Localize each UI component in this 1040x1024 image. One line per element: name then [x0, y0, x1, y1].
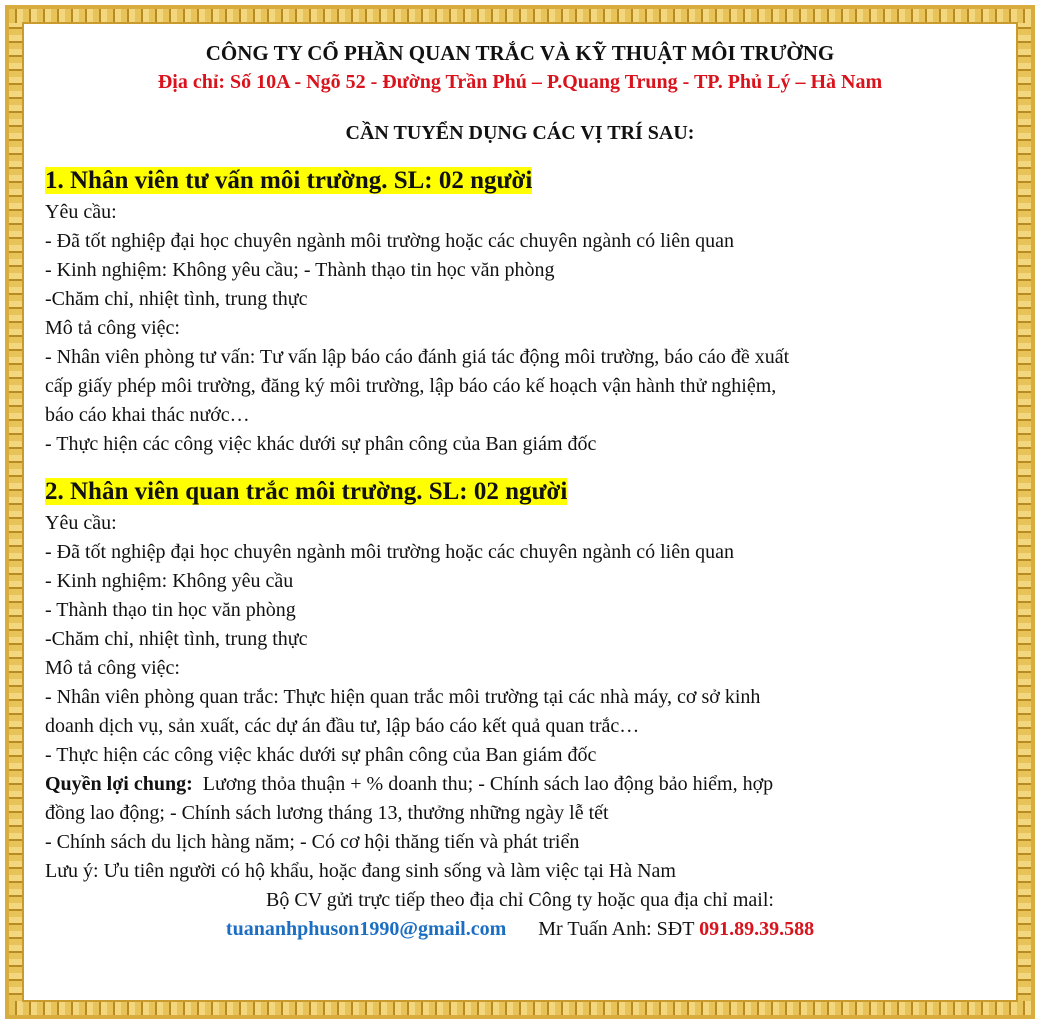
requirement-item: - Đã tốt nghiệp đại học chuyên ngành môi trường hoặc các chuyên ngành có liên quan — [45, 230, 734, 252]
position-title: 2. Nhân viên quan trắc môi trường. SL: 02 người — [45, 478, 568, 505]
company-address: Địa chỉ: Số 10A - Ngõ 52 - Đường Trần Phú – P.Quang Trung - TP. Phủ Lý – Hà Nam — [157, 71, 883, 93]
description-item: - Thực hiện các công việc khác dưới sự phân công của Ban giám đốc — [45, 744, 597, 766]
position-title: 1. Nhân viên tư vấn môi trường. SL: 02 người — [45, 167, 533, 194]
job-posting — [45, 38, 995, 944]
requirements-label: Yêu cầu: — [45, 201, 117, 223]
contact-email[interactable]: tuananhphuson1990@gmail.com — [225, 918, 507, 940]
description-item: doanh dịch vụ, sản xuất, các dự án đầu tư, lập báo cáo kết quả quan trắc… — [45, 715, 640, 737]
benefit-item: đồng lao động; - Chính sách lương tháng 13, thưởng những ngày lễ tết — [45, 802, 609, 824]
contact-person: Mr Tuấn Anh: SĐT — [538, 918, 695, 940]
contact-instruction: Bộ CV gửi trực tiếp theo địa chỉ Công ty hoặc qua địa chỉ mail: — [266, 889, 774, 911]
benefits-section — [45, 770, 995, 886]
description-item: - Thực hiện các công việc khác dưới sự phân công của Ban giám đốc — [45, 433, 597, 455]
benefits-label: Quyền lợi chung: — [45, 773, 193, 795]
requirement-item: - Đã tốt nghiệp đại học chuyên ngành môi trường hoặc các chuyên ngành có liên quan — [45, 541, 734, 563]
contact-phone[interactable]: 091.89.39.588 — [699, 918, 815, 940]
company-name: CÔNG TY CỔ PHẦN QUAN TRẮC VÀ KỸ THUẬT MÔI TRƯỜNG — [205, 41, 835, 65]
requirement-item: - Kinh nghiệm: Không yêu cầu — [45, 570, 294, 592]
description-label: Mô tả công việc: — [45, 657, 180, 679]
description-label: Mô tả công việc: — [45, 317, 180, 339]
benefit-item: - Chính sách du lịch hàng năm; - Có cơ hội thăng tiến và phát triển — [45, 831, 580, 853]
position-section — [45, 475, 995, 770]
requirement-item: - Kinh nghiệm: Không yêu cầu; - Thành thạo tin học văn phòng — [45, 259, 555, 281]
recruitment-headline: CẦN TUYỂN DỤNG CÁC VỊ TRÍ SAU: — [345, 122, 695, 144]
contact-line — [45, 915, 995, 944]
description-item: báo cáo khai thác nước… — [45, 404, 250, 426]
description-item: - Nhân viên phòng tư vấn: Tư vấn lập báo cáo đánh giá tác động môi trường, báo cáo đề xuất — [45, 346, 790, 368]
requirement-item: -Chăm chỉ, nhiệt tình, trung thực — [45, 288, 308, 310]
requirement-item: - Thành thạo tin học văn phòng — [45, 599, 296, 621]
benefits-first-line — [45, 770, 995, 799]
description-item: cấp giấy phép môi trường, đăng ký môi trường, lập báo cáo kế hoạch vận hành thử nghiệm, — [45, 375, 777, 397]
description-item: - Nhân viên phòng quan trắc: Thực hiện quan trắc môi trường tại các nhà máy, cơ sở kinh — [45, 686, 761, 708]
note-text: Lưu ý: Ưu tiên người có hộ khẩu, hoặc đang sinh sống và làm việc tại Hà Nam — [45, 860, 676, 882]
position-section — [45, 164, 995, 459]
requirement-item: -Chăm chỉ, nhiệt tình, trung thực — [45, 628, 308, 650]
benefits-text: Lương thỏa thuận + % doanh thu; - Chính sách lao động bảo hiểm, hợp — [192, 773, 774, 795]
requirements-label: Yêu cầu: — [45, 512, 117, 534]
